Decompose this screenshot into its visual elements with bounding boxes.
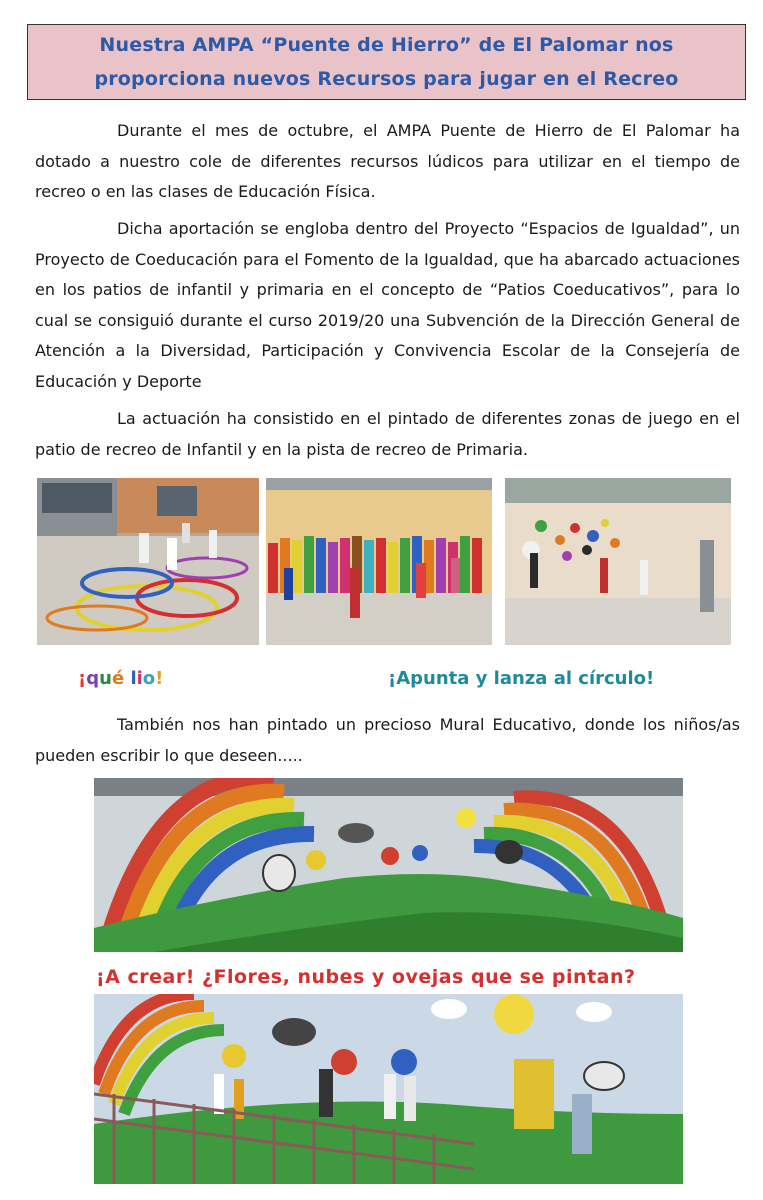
caption-que-lio-letter: q [86, 668, 100, 689]
caption-que-lio-letter: i [136, 668, 143, 689]
title-box [27, 24, 746, 100]
paragraph-3: La actuación ha consistido en el pintado de diferentes zonas de juego en el patio de recreo de Infantil y en la pista de recreo de Primaria. [35, 409, 740, 459]
caption-que-lio-letter: é [111, 668, 125, 689]
photo-mural-rainbow [94, 778, 683, 952]
photo-mural-children [94, 994, 683, 1184]
caption-que-lio-letters [78, 668, 163, 689]
title-line-1: Nuestra AMPA “Puente de Hierro” de El Palomar nos [99, 34, 674, 56]
paragraph-2: Dicha aportación se engloba dentro del Proyecto “Espacios de Igualdad”, un Proyecto de Coeducación para el Fomento de la Igualdad, que ha abarcado actuaciones en los patios de infantil y primaria en el concepto de “Patios Coeducativos”, para lo cual se consiguió durante el curso 2019/20 una Subvención de la Dirección General de Atención a la Diversidad, Participación y Convivencia Escolar de la Consejería de Educación y Deporte [35, 219, 740, 391]
caption-que-lio-letter: o [142, 668, 156, 689]
photo-target-wall [505, 478, 731, 645]
title-line-2: proporciona nuevos Recursos para jugar en el Recreo [94, 68, 679, 90]
paragraph-1: Durante el mes de octubre, el AMPA Puente de Hierro de El Palomar ha dotado a nuestro cole de diferentes recursos lúdicos para utilizar en el tiempo de recreo o en las clases de Educación Física. [35, 121, 740, 201]
caption-crear: ¡A crear! ¿Flores, nubes y ovejas que se pintan? [96, 966, 636, 988]
photo-painted-circles [37, 478, 259, 645]
caption-que-lio-letter: l [130, 668, 137, 689]
caption-que-lio-letter: ! [155, 668, 164, 689]
caption-que-lio-letter: u [99, 668, 112, 689]
photo-pencil-wall [266, 478, 492, 645]
caption-que-lio [78, 668, 163, 689]
paragraph-4: También nos han pintado un precioso Mural Educativo, donde los niños/as pueden escribir lo que deseen..... [35, 715, 740, 765]
caption-apunta: ¡Apunta y lanza al círculo! [388, 668, 655, 689]
caption-que-lio-letter: ¡ [78, 668, 87, 689]
